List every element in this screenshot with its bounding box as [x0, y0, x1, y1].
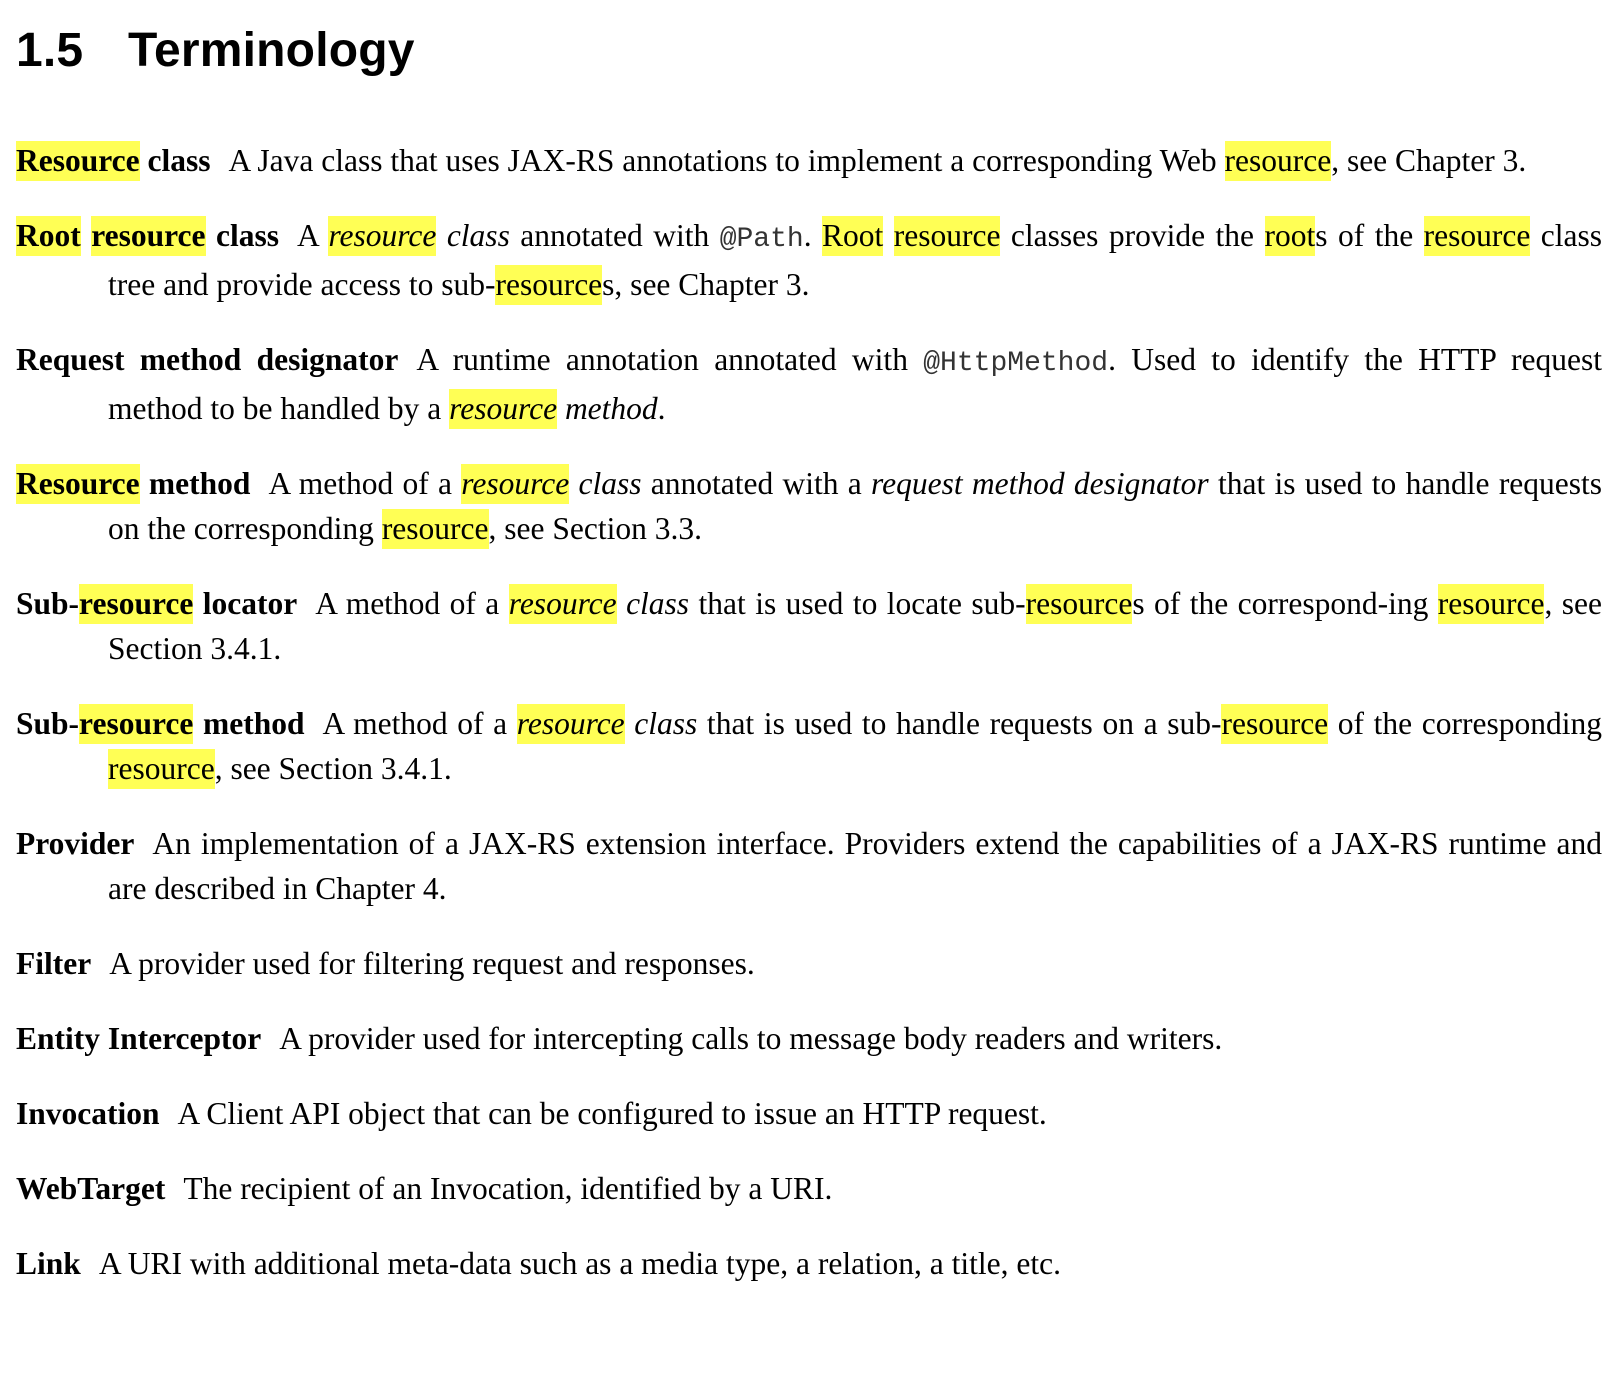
definition-text: that is used to handle requests on a sub- — [697, 705, 1222, 741]
highlight: resource — [495, 265, 602, 305]
code-annotation: @HttpMethod — [923, 347, 1109, 379]
highlight: Root — [16, 216, 81, 256]
definition-text: that is used to handle requests on the corresponding — [108, 465, 1603, 546]
definition-text: A provider used for intercepting calls to message body readers and writers. — [279, 1020, 1223, 1056]
term-text: method — [193, 705, 305, 741]
definition-entity-interceptor — [16, 1016, 1602, 1061]
definition-text: s of the — [1315, 217, 1424, 253]
term-root-resource-class — [16, 218, 279, 253]
definition-text: A method of a — [315, 585, 509, 621]
definition-text: of the corresponding — [1328, 705, 1603, 741]
definition-filter — [16, 941, 1602, 986]
definition-text: , see Chapter 3. — [1331, 142, 1527, 178]
definition-text: A method of a — [268, 465, 462, 501]
term-sub-resource-method — [16, 706, 304, 741]
definition-text: A runtime annotation annotated with — [416, 341, 924, 377]
highlight: resource — [449, 389, 557, 429]
highlight: resource — [1225, 141, 1332, 181]
term-text: locator — [193, 585, 298, 621]
highlight: resource — [461, 464, 569, 504]
definition-text: A URI with additional meta-data such as a media type, a relation, a title, etc. — [98, 1245, 1061, 1281]
highlight: resource — [1424, 216, 1531, 256]
definition-text: s, see Chapter 3. — [602, 266, 810, 302]
section-title: Terminology — [128, 24, 415, 77]
highlight: resource — [1438, 584, 1545, 624]
definition-text: s of the correspond-ing — [1132, 585, 1438, 621]
highlight: resource — [382, 509, 489, 549]
code-annotation: @Path — [719, 223, 804, 255]
definition-text: A Client API object that can be configured to issue an HTTP request. — [177, 1095, 1047, 1131]
emphasis: class — [624, 705, 698, 741]
definition-text: annotated with a — [641, 465, 872, 501]
highlight: resource — [1221, 704, 1328, 744]
definition-sub-resource-locator — [16, 581, 1602, 671]
definition-text: , see Section 3.4.1. — [214, 750, 452, 786]
highlight: Root — [822, 216, 883, 256]
emphasis: request method designator — [871, 465, 1209, 501]
emphasis: class — [569, 465, 642, 501]
definition-request-method-designator — [16, 337, 1602, 431]
term-resource-method — [16, 466, 250, 501]
definition-invocation — [16, 1091, 1602, 1136]
term-text: method — [139, 465, 251, 501]
term-filter: Filter — [16, 945, 92, 981]
definition-text: A method of a — [322, 705, 517, 741]
document-page — [16, 22, 1602, 1316]
highlight: resource — [509, 584, 617, 624]
emphasis: class — [436, 217, 510, 253]
term-provider: Provider — [16, 825, 135, 861]
term-text: class — [139, 142, 211, 178]
definition-text: that is used to locate sub- — [689, 585, 1026, 621]
highlight: resource — [328, 216, 436, 256]
definition-text: A provider used for filtering request and responses. — [109, 945, 755, 981]
term-sub-resource-locator — [16, 586, 297, 621]
definition-text: , see Section 3.4.1. — [108, 585, 1603, 666]
definition-text: . — [657, 390, 666, 426]
term-link: Link — [16, 1245, 81, 1281]
definition-text: A Java class that uses JAX-RS annotations to implement a corresponding Web — [228, 142, 1225, 178]
definition-text: An implementation of a JAX-RS extension interface. Providers extend the capabilities of a JAX-RS runtime and are described in Chapter 4. — [108, 825, 1602, 906]
term-text: class — [205, 217, 279, 253]
highlight: root — [1265, 216, 1316, 256]
definition-text: . — [803, 217, 823, 253]
definition-text: , see Section 3.3. — [488, 510, 702, 546]
definition-text: class tree and provide access to sub- — [108, 217, 1603, 302]
definition-root-resource-class — [16, 213, 1602, 307]
section-heading — [16, 22, 1602, 80]
section-number: 1.5 — [16, 24, 84, 77]
term-request-method-designator: Request method designator — [16, 341, 399, 377]
term-resource-class — [16, 143, 211, 178]
definition-text: annotated with — [509, 217, 720, 253]
term-text: Sub- — [16, 585, 80, 621]
highlight: Resource — [16, 141, 140, 181]
definition-text: The recipient of an Invocation, identified by a URI. — [183, 1170, 833, 1206]
definition-webtarget — [16, 1166, 1602, 1211]
definition-text: A — [296, 217, 329, 253]
highlight: resource — [79, 704, 193, 744]
highlight: resource — [79, 584, 193, 624]
emphasis: method — [557, 390, 658, 426]
term-invocation: Invocation — [16, 1095, 160, 1131]
definition-resource-class — [16, 138, 1602, 183]
term-webtarget: WebTarget — [16, 1170, 166, 1206]
emphasis: class — [616, 585, 690, 621]
highlight: Resource — [16, 464, 140, 504]
definition-resource-method — [16, 461, 1602, 551]
definition-sub-resource-method — [16, 701, 1602, 791]
highlight: resource — [108, 749, 215, 789]
highlight: resource — [517, 704, 625, 744]
definition-text — [883, 218, 893, 253]
definition-provider — [16, 821, 1602, 911]
definition-text: classes provide the — [1000, 217, 1265, 253]
highlight: resource — [1026, 584, 1133, 624]
definition-text: . Used to identify the HTTP request method to be handled by a — [108, 341, 1602, 426]
definition-link — [16, 1241, 1602, 1286]
highlight: resource — [91, 216, 205, 256]
highlight: resource — [894, 216, 1001, 256]
term-entity-interceptor: Entity Interceptor — [16, 1020, 262, 1056]
term-text: Sub- — [16, 705, 80, 741]
